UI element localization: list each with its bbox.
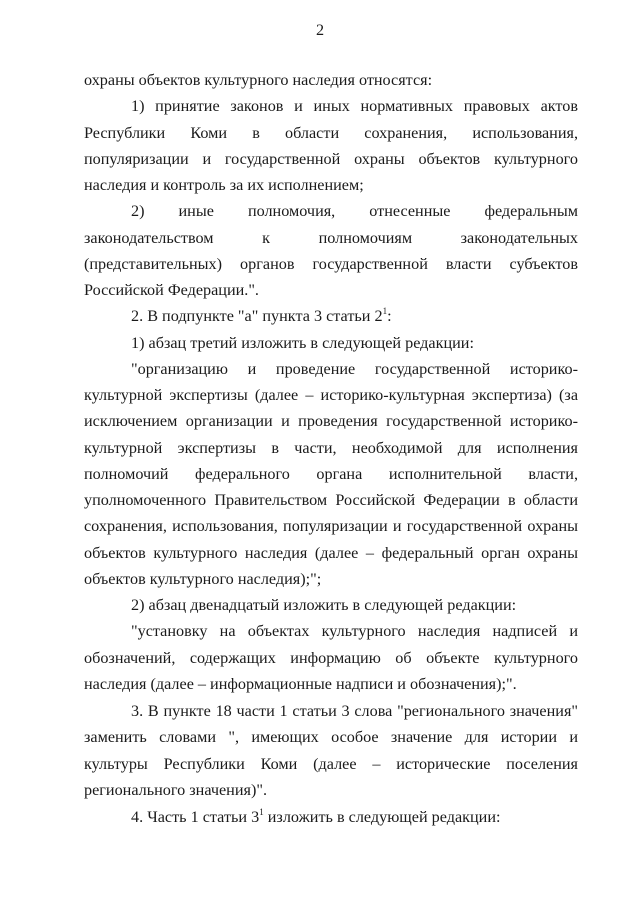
paragraph-text: изложить в следующей редакции:	[263, 808, 501, 826]
superscript: 1	[382, 305, 388, 316]
paragraph: 2) абзац двенадцатый изложить в следующей редакции:	[131, 596, 517, 614]
paragraph-text: 2. В подпункте "а" пункта 3 статьи 2	[131, 307, 383, 326]
paragraph: 2) иные полномочия, отнесенные федеральным законодательством к полномочиям законодательных (представительных) органов государственной власти субъектов Российской Федерации.".	[84, 202, 578, 299]
paragraph-text: 4. Часть 1 статьи 3	[131, 808, 260, 826]
paragraph	[84, 804, 578, 830]
document-body	[84, 67, 578, 830]
page-number: 2	[315, 21, 325, 39]
paragraph: охраны объектов культурного наследия относятся:	[84, 71, 433, 89]
paragraph: 1) принятие законов и иных нормативных правовых актов Республики Коми в области сохранения, использования, популяризации и государственной охраны объектов культурного наследия и контроль за их исполнением;	[84, 97, 578, 194]
paragraph: "установку на объектах культурного наследия надписей и обозначений, содержащих информацию об объекте культурного наследия (далее – информационные надписи и обозначения);".	[84, 622, 578, 693]
paragraph: 1) абзац третий изложить в следующей редакции:	[131, 333, 474, 352]
superscript: 1	[259, 806, 264, 817]
paragraph: 3. В пункте 18 части 1 статьи 3 слова "регионального значения" заменить словами ", имеющих особое значение для истории и культуры Республики Коми (далее – исторические поселения регионального значения)".	[84, 702, 578, 799]
paragraph-text: :	[387, 307, 392, 326]
paragraph: "организацию и проведение государственной историко-культурной экспертизы (далее – историко-культурная экспертиза) (за исключением организации и проведения государственной историко-культурной экспертизы в части, необходимой для исполнения полномочий федерального органа исполнительной власти, уполномоченного Правительством Российской Федерации в области сохранения, использования, популяризации и государственной охраны объектов культурного наследия (далее – федеральный орган охраны объектов культурного наследия);";	[84, 359, 578, 588]
paragraph	[84, 303, 578, 329]
